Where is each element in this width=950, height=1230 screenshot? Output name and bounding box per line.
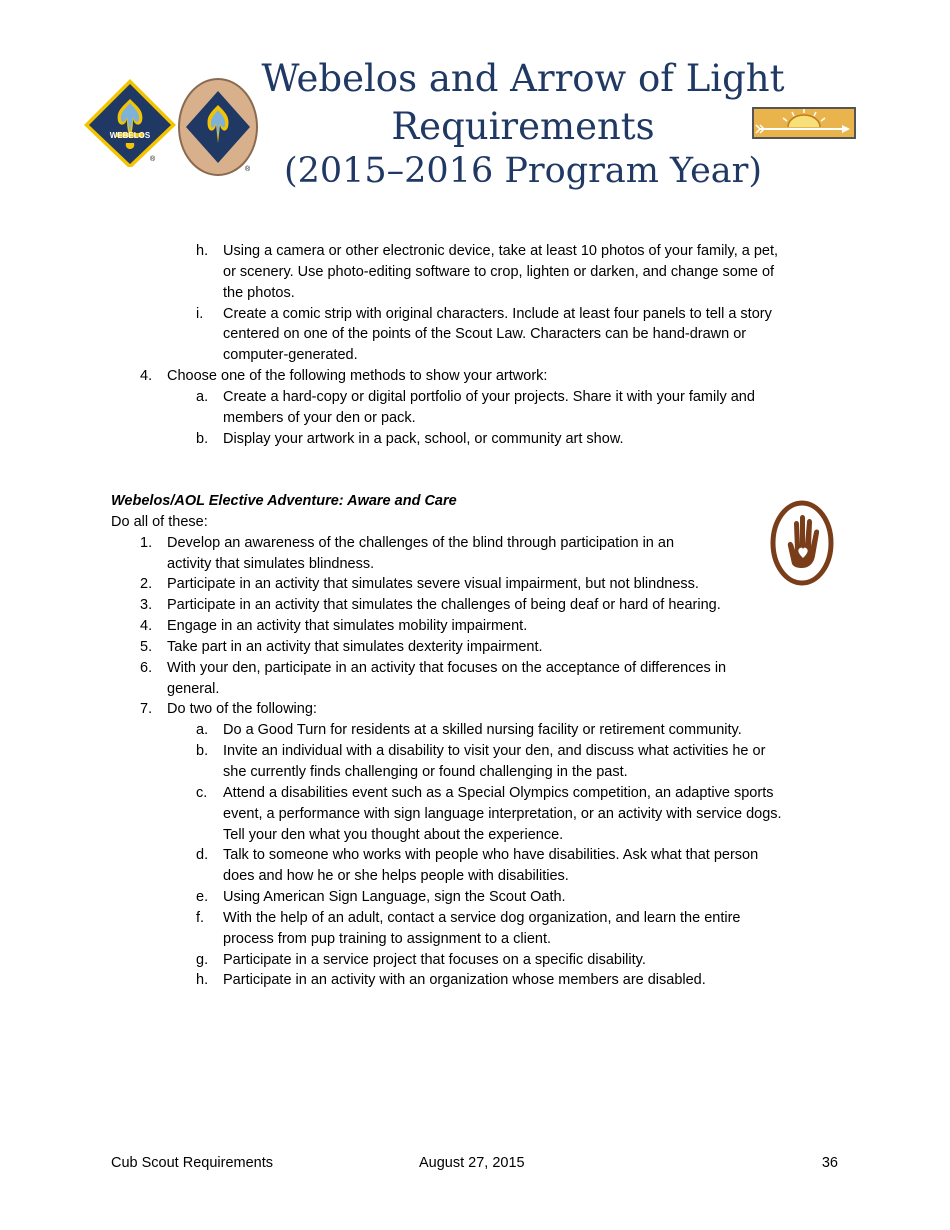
list-marker: f. [196,910,205,926]
list-marker: b. [196,743,209,759]
list-item-line: Participate in an activity with an organization whose members are disabled. [223,972,706,988]
list-item-line: Attend a disabilities event such as a Special Olympics competition, an adaptive sports [223,785,774,801]
list-marker: a. [196,389,209,405]
list-item-line: Using American Sign Language, sign the Scout Oath. [223,889,566,905]
list-marker: b. [196,431,209,447]
list-marker: 4. [140,368,153,384]
list-item-line: Invite an individual with a disability to visit your den, and discuss what activities he or [223,743,766,759]
webelos-diamond-badge [82,77,182,167]
list-item-line: Participate in a service project that focuses on a specific disability. [223,952,646,968]
list-item-line: With your den, participate in an activity that focuses on the acceptance of differences in [167,660,727,676]
page-title-line-1: Webelos and Arrow of Light [261,57,785,100]
list-item-line: Do two of the following: [167,701,317,717]
webelos-label: WEBELOS [109,131,151,140]
list-item-line: Talk to someone who works with people who have disabilities. Ask what that person [223,847,759,863]
svg-text:®: ® [245,166,251,173]
list-item-line: general. [167,681,220,697]
list-item-line: members of your den or pack. [223,410,416,426]
section-intro: Do all of these: [111,514,208,530]
list-item-line: process from pup training to assignment to a client. [223,931,552,947]
list-item-line: event, a performance with sign language interpretation, or an activity with service dogs. [223,806,782,822]
list-marker: a. [196,722,209,738]
footer-date: August 27, 2015 [419,1155,525,1171]
list-item-line: the photos. [223,285,295,301]
list-item-line: or scenery. Use photo-editing software to crop, lighten or darken, and change some of [223,264,775,280]
list-item-line: Develop an awareness of the challenges of the blind through participation in an [167,535,675,551]
list-item-line: Using a camera or other electronic device, take at least 10 photos of your family, a pet, [223,243,779,259]
list-item-line: With the help of an adult, contact a service dog organization, and learn the entire [223,910,741,926]
list-item-line: Create a comic strip with original characters. Include at least four panels to tell a story [223,306,772,322]
list-item-line: Display your artwork in a pack, school, or community art show. [223,431,624,447]
list-marker: 4. [140,618,153,634]
list-item-line: Participate in an activity that simulates severe visual impairment, but not blindness. [167,576,699,592]
list-item-line: Engage in an activity that simulates mobility impairment. [167,618,528,634]
list-item-line: Create a hard-copy or digital portfolio of your projects. Share it with your family and [223,389,755,405]
list-marker: c. [196,785,208,801]
list-marker: 6. [140,660,153,676]
footer-page-number: 36 [821,1155,838,1171]
list-marker: d. [196,847,209,863]
list-item-line: Choose one of the following methods to show your artwork: [167,368,548,384]
list-marker: 5. [140,639,153,655]
arrow-of-light-oval-badge [178,77,268,177]
list-marker: 3. [140,597,153,613]
list-item-line: Tell your den what you thought about the experience. [223,827,564,843]
svg-text:®: ® [150,156,156,163]
footer-document-title: Cub Scout Requirements [111,1155,273,1171]
list-item-line: activity that simulates blindness. [167,556,375,572]
list-marker: h. [196,972,209,988]
list-item-line: Take part in an activity that simulates dexterity impairment. [167,639,543,655]
list-item-line: she currently finds challenging or found challenging in the past. [223,764,628,780]
list-item-line: computer-generated. [223,347,358,363]
list-marker: g. [196,952,209,968]
list-marker: 2. [140,576,153,592]
list-item-line: Do a Good Turn for residents at a skilled nursing facility or retirement community. [223,722,742,738]
list-marker: 1. [140,535,153,551]
page-title-line-3: (2015–2016 Program Year) [283,151,763,191]
list-marker: e. [196,889,209,905]
list-item-line: Participate in an activity that simulates the challenges of being deaf or hard of hearing. [167,597,721,613]
list-marker: h. [196,243,209,259]
list-item-line: does and how he or she helps people with disabilities. [223,868,569,884]
list-marker: 7. [140,701,153,717]
section-heading: Webelos/AOL Elective Adventure: Aware and Care [111,493,457,509]
aware-and-care-hand-icon [770,500,834,586]
list-item-line: centered on one of the points of the Scout Law. Characters can be hand-drawn or [223,326,747,342]
list-marker: i. [196,306,204,322]
page-title-line-2: Requirements [391,105,655,148]
